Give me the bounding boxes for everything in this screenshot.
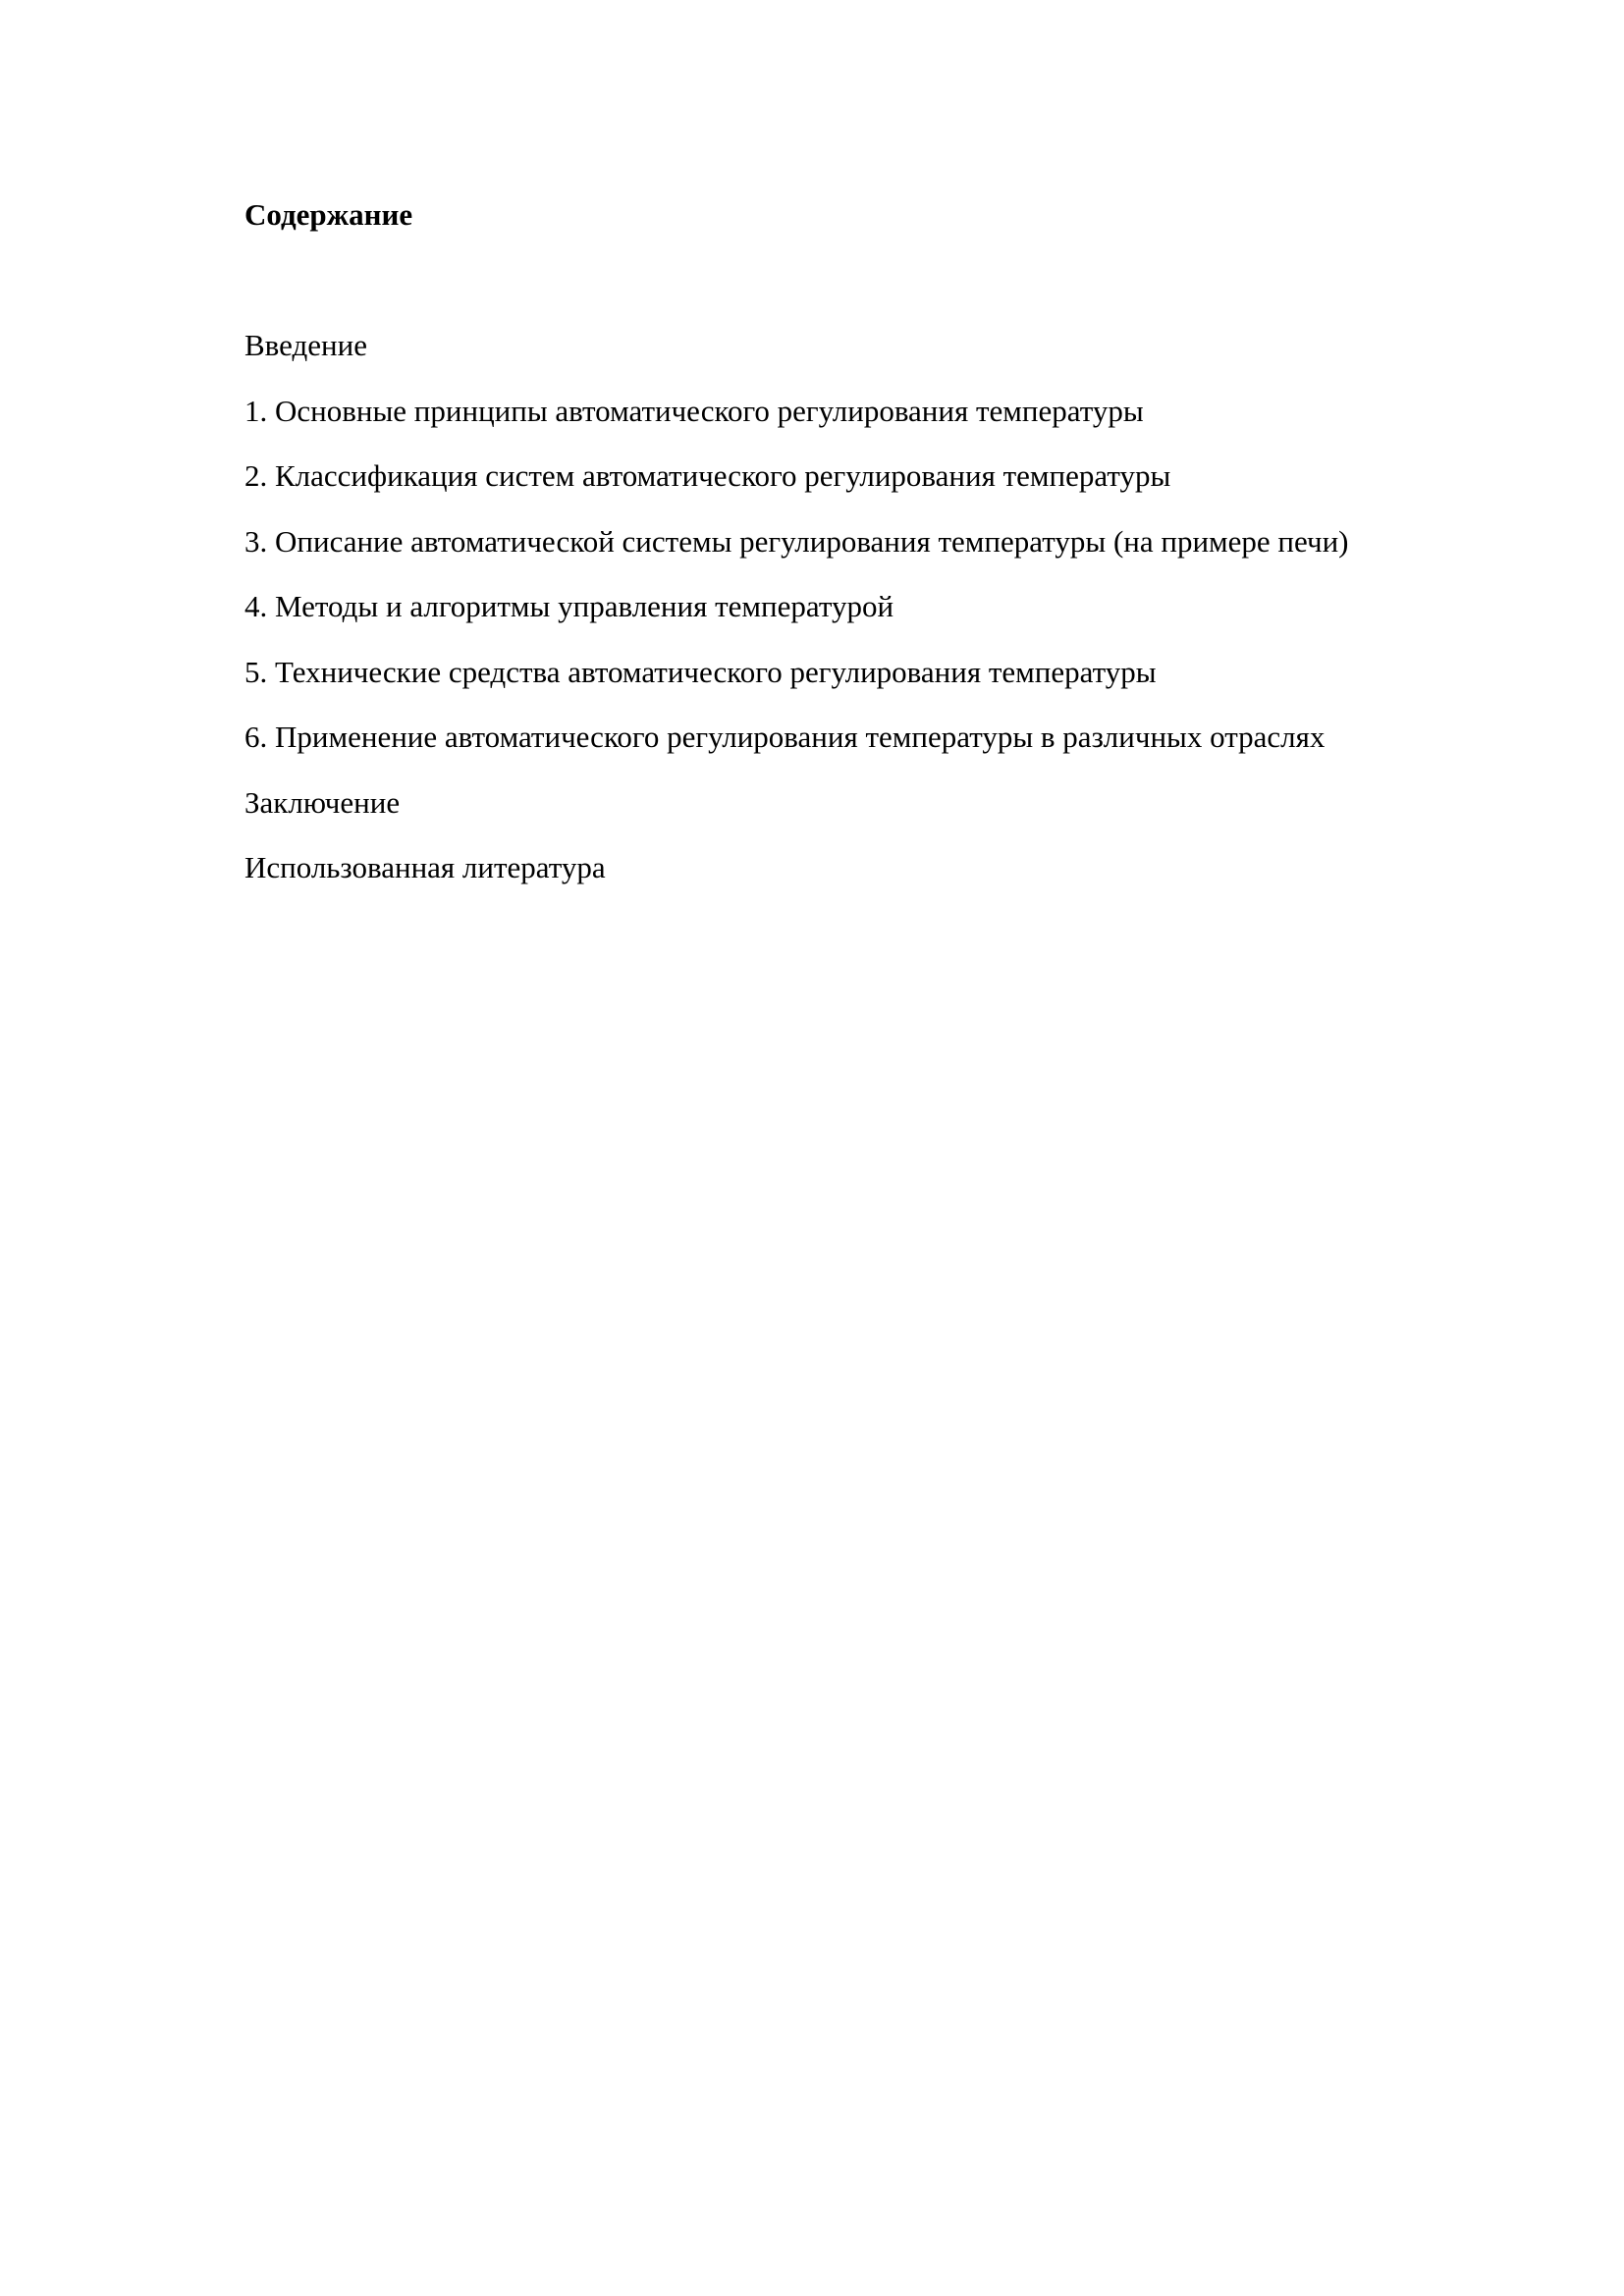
toc-title: Содержание (244, 197, 413, 232)
toc-item-references: Использованная литература (244, 850, 606, 884)
toc-item-1: 1. Основные принципы автоматического регулирования температуры (244, 393, 1144, 428)
toc-item-5: 5. Технические средства автоматического регулирования температуры (244, 654, 1157, 689)
toc-item-2: 2. Классификация систем автоматического регулирования температуры (244, 458, 1171, 493)
toc-list (244, 323, 1349, 911)
toc-item-3: 3. Описание автоматической системы регулирования температуры (на примере печи) (244, 523, 1349, 559)
toc-item-conclusion: Заключение (244, 784, 401, 820)
toc-item-4: 4. Методы и алгоритмы управления температурой (244, 589, 894, 623)
toc-item-introduction: Введение (244, 328, 367, 362)
toc-item-6: 6. Применение автоматического регулирования температуры в различных отраслях (244, 720, 1326, 754)
